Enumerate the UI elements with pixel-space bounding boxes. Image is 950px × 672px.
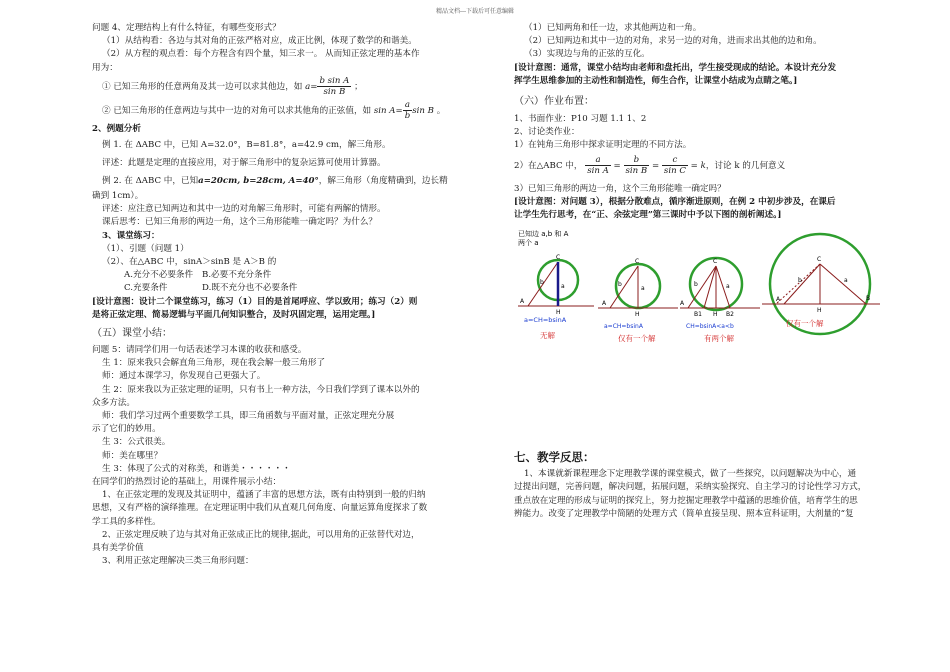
label-H-4: H bbox=[817, 307, 822, 315]
case-one-solution-tangent bbox=[598, 258, 678, 343]
conclusion-2: 2、正弦定理反映了边与其对角正弦成正比的规律,据此，可以用角的正弦替代对边， bbox=[102, 529, 420, 540]
example-2-cont: 确到 1cm）。 bbox=[92, 191, 144, 202]
practice-options-ab: A.充分不必要条件 B.必要不充分条件 bbox=[124, 270, 272, 281]
case-3: （3）实现边与角的正弦的互化。 bbox=[524, 49, 650, 60]
design-intent-1: [设计意图：设计二个课堂练习，练习（1）目的是首尾呼应、学以致用；练习（2）则 bbox=[92, 296, 418, 307]
design-intent-2-cont: 挥学生思维参加的主动性和制造性，师生合作，让课堂小结成为点睛之笔。] bbox=[514, 75, 798, 86]
conclusion-1: 1、在正弦定理的发现及其证明中，蕴涵了丰富的思想方法，既有由特别到一般的归纳 bbox=[102, 490, 426, 501]
side-a-reflected bbox=[776, 264, 820, 304]
conclusion-1-cont2: 学工具的多样性。 bbox=[92, 516, 161, 527]
homework-title: （六）作业布置： bbox=[514, 96, 594, 108]
label-B1: B1 bbox=[694, 311, 702, 319]
ssa-cases-figure bbox=[514, 226, 882, 376]
figure-given-label-2: 两个 a bbox=[518, 239, 539, 248]
label-a-3: a bbox=[726, 283, 730, 291]
result-2: 仅有一个解 bbox=[618, 334, 656, 344]
label-H-3: H bbox=[713, 311, 718, 319]
label-C-2: C bbox=[635, 258, 640, 266]
q4-point-2-cont: 用为： bbox=[92, 62, 118, 73]
example-2: 例 2. 在 ΔABC 中，已知a=20cm, b=28cm, A=40°，解三角形（角度精确到，边长精 bbox=[102, 176, 448, 187]
label-a-2: a bbox=[641, 285, 645, 293]
label-b-4: b bbox=[798, 277, 802, 285]
caption-1: a=CH=bsinA bbox=[524, 316, 567, 325]
reflection-1-cont2: 重点放在定理的形成与证明的探究上，努力挖掘定理教学中蕴涵的思维价值，培育学生的思 bbox=[514, 495, 858, 506]
case-two-solutions bbox=[680, 258, 760, 343]
label-H-2: H bbox=[635, 311, 640, 319]
design-intent-3-cont: 让学生先行思考，在“正、余弦定理”第三课时中予以下图的剖析阐述。] bbox=[514, 210, 782, 221]
case-2: （2）已知两边和其中一边的对角，求另一边的对角，进而求出其他的边和角。 bbox=[524, 36, 822, 47]
label-A-4: A bbox=[776, 296, 781, 304]
practice-2: （2）、在△ABC 中，sinA＞sinB 是 A＞B 的 bbox=[102, 257, 277, 268]
question-5: 问题 5：请同学们用一句话表述学习本课的收获和感受。 bbox=[92, 345, 307, 356]
example-2-think: 课后思考：已知三角形的两边一角，这个三角形能唯一确定吗？为什么？ bbox=[102, 217, 378, 228]
section-7-title: 七、教学反思： bbox=[514, 450, 595, 465]
case-no-solution bbox=[518, 254, 594, 340]
label-a-4: a bbox=[844, 277, 848, 285]
design-intent-2: [设计意图：通常，课堂小结均由老师和盘托出，学生接受现成的结论。本设计充分发 bbox=[514, 62, 837, 73]
practice-title: 3、课堂练习： bbox=[102, 230, 160, 241]
conclusion-2-cont: 具有美学价值 bbox=[92, 543, 144, 554]
example-title: 2、例题分析 bbox=[92, 123, 141, 134]
summary-title: （五）课堂小结： bbox=[92, 328, 172, 340]
teacher-2-cont: 示了它们的妙用。 bbox=[92, 424, 161, 435]
label-B2: B2 bbox=[726, 311, 734, 319]
side-a-4 bbox=[820, 264, 866, 304]
homework-2-1: 1）在钝角三角形中探求证明定理的不同方法。 bbox=[514, 140, 692, 151]
homework-2-2: 2）在△ABC 中， $\frac{a}{\text{sin A}}$ = $\frac{b}{\text{sin B}}$ = $\frac{c}{\text{sin C}}$ = k，讨论 k 的几何意义 bbox=[514, 154, 786, 176]
homework-2-3: 3）已知三角形的两边一角，这个三角形能唯一确定吗？ bbox=[514, 183, 726, 194]
design-intent-1-cont: 是将正弦定理、简易逻辑与平面几何知识整合，及时巩固定理，运用定理。] bbox=[92, 309, 376, 320]
caption-2: a=CH=bsinA bbox=[604, 323, 643, 331]
label-b-2: b bbox=[618, 281, 622, 289]
label-A-3: A bbox=[680, 300, 685, 308]
label-b-1: b bbox=[540, 279, 544, 287]
reflection-1-cont: 过提出问题，完善问题，解决问题，拓展问题，采纳实验探究、自主学习的讨论性学习方式， bbox=[514, 482, 867, 493]
figure-given-label: 已知边 a,b 和 A bbox=[518, 230, 569, 239]
homework-1: 1、书面作业：P10 习题 1.1 1、2 bbox=[514, 114, 647, 125]
student-2: 生 2：原来我以为正弦定理的证明，只有书上一种方法，今日我们学到了课本以外的 bbox=[102, 384, 420, 395]
label-C-3: C bbox=[713, 258, 718, 266]
example-1: 例 1. 在 ΔABC 中，已知 A=32.0°，B=81.8°，a=42.9 cm，解三角形。 bbox=[102, 140, 391, 151]
practice-1: （1）、引题（问题 1） bbox=[102, 243, 189, 254]
student-3: 生 3：公式很美。 bbox=[102, 437, 171, 448]
teacher-1: 师：通过本课学习，你发现自己更强大了。 bbox=[102, 371, 266, 382]
label-C-1: C bbox=[556, 254, 561, 262]
label-A-1: A bbox=[520, 298, 525, 306]
conclusion-intro: 在同学们的热烈讨论的基础上，用课件展示小结： bbox=[92, 477, 282, 488]
left-column bbox=[92, 22, 460, 569]
result-3: 有两个解 bbox=[704, 334, 734, 344]
q4-point-2: （2）从方程的观点看：每个方程含有四个量，知三求一。 从而知正弦定理的基本作 bbox=[102, 49, 420, 60]
label-A-2: A bbox=[602, 300, 607, 308]
case-one-solution-large bbox=[762, 234, 880, 334]
q4-point-1: （1）从结构看：各边与其对角的正弦严格对应，成正比例，体现了数学的和谐美。 bbox=[102, 36, 417, 47]
label-C-4: C bbox=[817, 256, 822, 264]
homework-2: 2、讨论类作业： bbox=[514, 127, 580, 138]
student-2-cont: 众多方法。 bbox=[92, 397, 135, 408]
right-column bbox=[514, 22, 882, 521]
result-4: 仅有一个解 bbox=[786, 319, 824, 329]
reflection-1-cont3: 辨能力。改变了定理教学中简陋的处理方式（简单直接呈现、照本宣科证明，大剂量的“复 bbox=[514, 508, 854, 519]
result-1: 无解 bbox=[540, 331, 555, 341]
question-4-title: 问题 4、定理结构上有什么特征，有哪些变形式？ bbox=[92, 23, 281, 33]
student-3b: 生 3：体现了公式的对称美，和谐美・・・・・・ bbox=[102, 463, 291, 474]
side-b-4 bbox=[784, 264, 820, 304]
page-header: 精品文档---下载后可任意编辑 bbox=[435, 8, 515, 15]
practice-options-cd: C.充要条件 D.既不充分也不必要条件 bbox=[124, 283, 298, 294]
design-intent-3: [设计意图：对问题 3），根据分散难点，循序渐进原则，在例 2 中初步涉及，在课后 bbox=[514, 196, 836, 207]
side-a-B1 bbox=[704, 266, 716, 308]
conclusion-3: 3、利用正弦定理解决三类三角形问题： bbox=[102, 556, 254, 567]
caption-3: CH=bsinA<a<b bbox=[686, 323, 734, 331]
example-1-note: 评述：此题是定理的直接应用，对于解三角形中的复杂运算可使用计算器。 bbox=[102, 158, 386, 169]
label-B-4: B bbox=[866, 295, 871, 303]
teacher-3: 师：美在哪里？ bbox=[102, 450, 163, 461]
reflection-1: 1、本课就新课程理念下定理教学课的课堂模式，做了一些探究，以问题解决为中心，通 bbox=[524, 469, 857, 480]
usage-1: ① 已知三角形的任意两角及其一边可以求其他边，如 a= $\frac{\text{b sin A}}{\text{sin B}}$ ； bbox=[102, 75, 363, 97]
case-1: （1）已知两角和任一边，求其他两边和一角。 bbox=[524, 23, 702, 33]
teacher-2: 师：我们学习过两个重要数学工具，即三角函数与平面对量，正弦定理充分展 bbox=[102, 411, 395, 422]
student-1: 生 1：原来我只会解直角三角形，现在我会解一般三角形了 bbox=[102, 358, 326, 369]
example-2-note: 评述：应注意已知两边和其中一边的对角解三角形时，可能有两解的情形。 bbox=[102, 204, 386, 215]
usage-2: ② 已知三角形的任意两边与其中一边的对角可以求其他角的正弦值，如 sin A= $\frac{a}{b}$ sin B 。 bbox=[102, 99, 446, 121]
label-H-1: H bbox=[556, 309, 561, 317]
conclusion-1-cont: 思想，又有严格的演绎推理。在定理证明中我们从直观几何角度、向量运算角度探求了数 bbox=[92, 503, 428, 514]
label-a-1: a bbox=[561, 283, 565, 291]
label-b-3: b bbox=[694, 281, 698, 289]
